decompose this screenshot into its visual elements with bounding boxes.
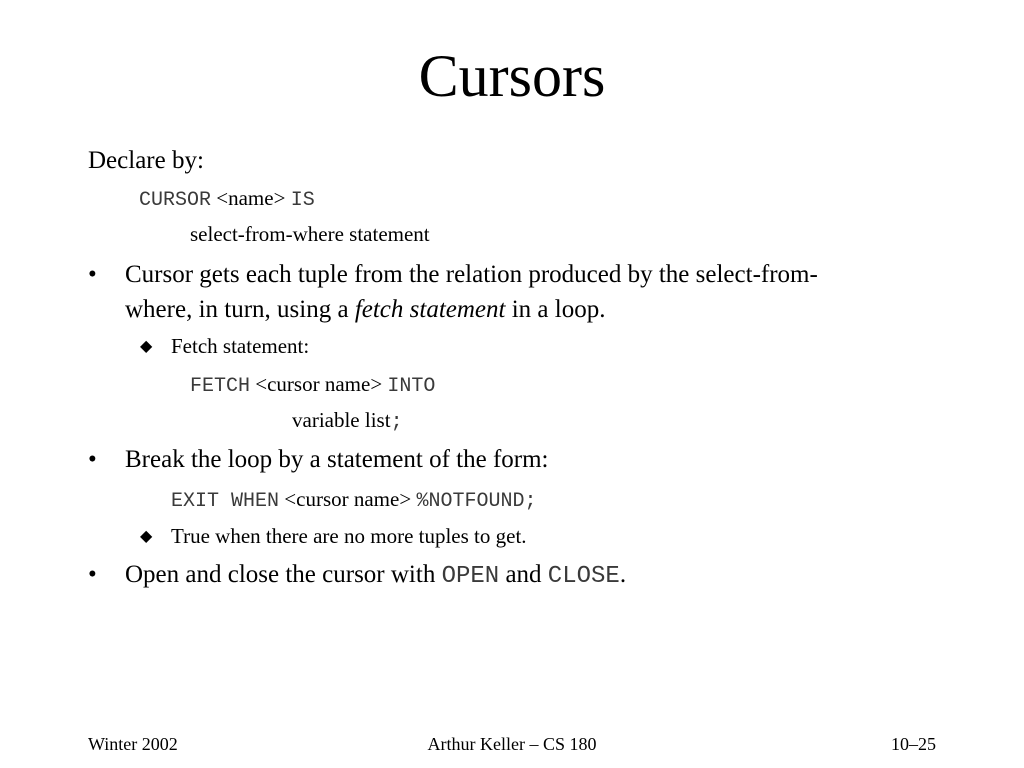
bullet1-text-a: where, in turn, using a	[125, 296, 355, 323]
into-keyword: INTO	[387, 375, 436, 398]
bullet3-line	[125, 558, 626, 594]
true-when-text: True when there are no more tuples to get.	[171, 524, 527, 548]
bullet1-line1: Cursor gets each tuple from the relation produced by the select-from-	[125, 261, 818, 288]
cursor-declaration-line	[139, 183, 315, 216]
footer-date: Winter 2002	[88, 734, 178, 754]
fetch-cursor-name: <cursor name>	[255, 372, 383, 396]
bullet3-text-and: and	[499, 561, 548, 588]
bullet1-text-b: in a loop.	[505, 296, 606, 323]
cursor-name-placeholder: <name>	[216, 186, 286, 210]
slide-title: Cursors	[418, 43, 606, 109]
diamond-bullet-icon: ◆	[140, 528, 153, 545]
fetch-statement-label: Fetch statement:	[171, 334, 310, 358]
semicolon: ;	[390, 411, 403, 434]
bullet-icon: •	[88, 561, 97, 588]
bullet-icon: •	[88, 261, 97, 288]
close-keyword: CLOSE	[547, 563, 620, 590]
exit-when-line	[171, 484, 536, 517]
bullet3-text-a: Open and close the cursor with	[125, 561, 442, 588]
bullet1-line2	[125, 293, 605, 327]
exit-cursor-name: <cursor name>	[284, 487, 412, 511]
notfound-keyword: %NOTFOUND;	[416, 490, 537, 513]
variable-list-text: variable list	[292, 408, 391, 432]
declare-by-text: Declare by:	[88, 147, 204, 174]
select-statement-text: select-from-where statement	[190, 222, 430, 246]
is-keyword: IS	[290, 189, 315, 212]
cursor-keyword: CURSOR	[139, 189, 212, 212]
footer-page-number: 10–25	[891, 734, 936, 754]
open-keyword: OPEN	[441, 563, 500, 590]
variable-list-line	[292, 405, 403, 438]
fetch-keyword: FETCH	[190, 375, 251, 398]
bullet1-emphasis: fetch statement	[354, 296, 506, 323]
bullet2-text: Break the loop by a statement of the form:	[125, 446, 549, 473]
exit-when-keyword: EXIT WHEN	[171, 490, 280, 513]
footer-author: Arthur Keller – CS 180	[427, 734, 597, 754]
fetch-line	[190, 369, 435, 402]
bullet3-period: .	[619, 561, 627, 588]
bullet-icon: •	[88, 446, 97, 473]
diamond-bullet-icon: ◆	[140, 338, 153, 355]
